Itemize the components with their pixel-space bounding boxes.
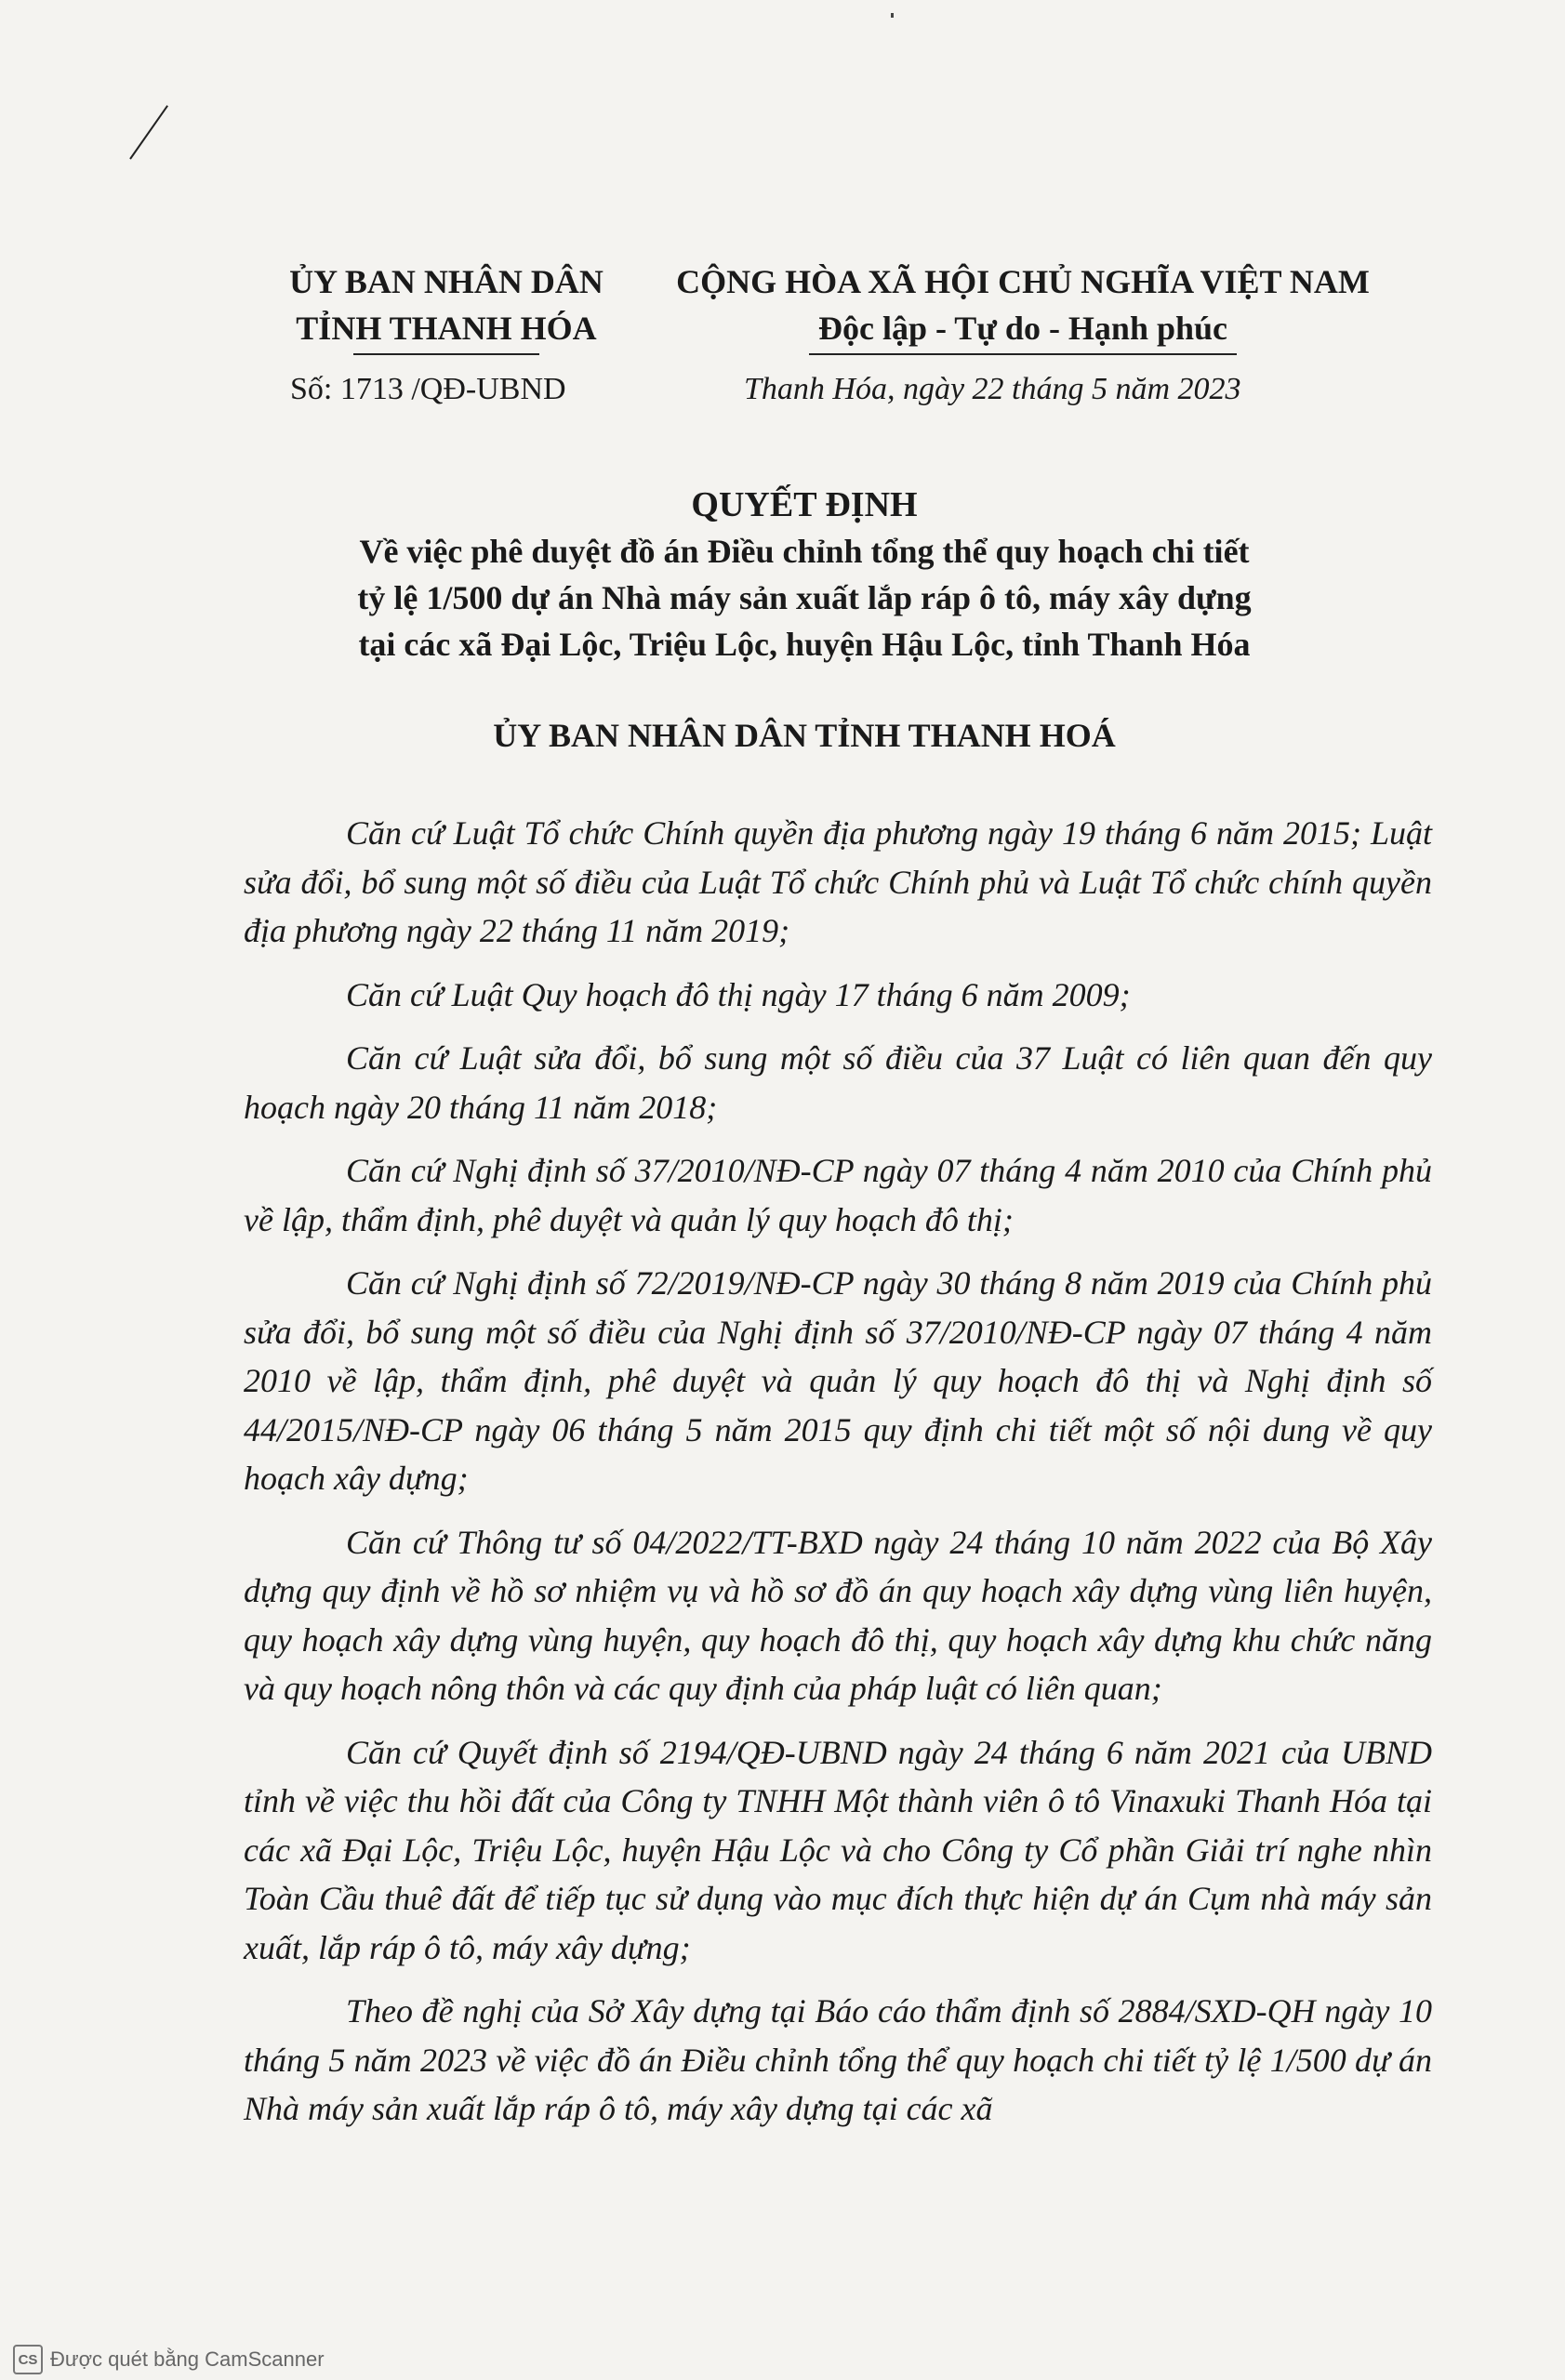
title-line-1: Về việc phê duyệt đồ án Điều chỉnh tổng thể quy hoạch chi tiết — [359, 533, 1250, 570]
legal-basis-body — [244, 809, 1432, 2149]
decision-title — [279, 482, 1330, 668]
agency-line-2: TỈNH THANH HÓA — [296, 310, 597, 347]
national-title: CỘNG HÒA XÃ HỘI CHỦ NGHĨA VIỆT NAM — [676, 263, 1370, 300]
title-line-3: tại các xã Đại Lộc, Triệu Lộc, huyện Hậu Lộc, tỉnh Thanh Hóa — [358, 626, 1251, 663]
paragraph: Căn cứ Luật Tổ chức Chính quyền địa phương ngày 19 tháng 6 năm 2015; Luật sửa đổi, bổ sung một số điều của Luật Tổ chức Chính phủ và Luật Tổ chức chính quyền địa phương ngày 22 tháng 11 năm 2019; — [244, 814, 1432, 949]
motto-underline — [809, 353, 1237, 355]
agency-line-1: ỦY BAN NHÂN DÂN — [289, 263, 603, 300]
paragraph: Căn cứ Luật sửa đổi, bổ sung một số điều của 37 Luật có liên quan đến quy hoạch ngày 20 tháng 11 năm 2018; — [244, 1039, 1432, 1126]
paragraph: Căn cứ Nghị định số 37/2010/NĐ-CP ngày 07 tháng 4 năm 2010 của Chính phủ về lập, thẩm định, phê duyệt và quản lý quy hoạch đô thị; — [244, 1152, 1432, 1238]
agency-underline — [353, 353, 539, 355]
title-line-2: tỷ lệ 1/500 dự án Nhà máy sản xuất lắp ráp ô tô, máy xây dựng — [357, 579, 1252, 616]
paragraph: Căn cứ Nghị định số 72/2019/NĐ-CP ngày 30 tháng 8 năm 2019 của Chính phủ sửa đổi, bổ sung một số điều của Nghị định số 37/2010/NĐ-CP ngày 07 tháng 4 năm 2010 về lập, thẩm định, phê duyệt và quản lý quy hoạch đô thị và Nghị định số 44/2015/NĐ-CP ngày 06 tháng 5 năm 2015 quy định chi tiết một số nội dung về quy hoạch xây dựng; — [244, 1264, 1432, 1497]
handwritten-mark — [129, 105, 168, 159]
national-motto: Độc lập - Tự do - Hạnh phúc — [817, 310, 1228, 347]
scan-speck — [891, 13, 894, 18]
paragraph: Căn cứ Quyết định số 2194/QĐ-UBND ngày 24 tháng 6 năm 2021 của UBND tỉnh về việc thu hồi đất của Công ty TNHH Một thành viên ô tô Vinaxuki Thanh Hóa tại các xã Đại Lộc, Triệu Lộc, huyện Hậu Lộc và cho Công ty Cổ phần Giải trí nghe nhìn Toàn Cầu thuê đất để tiếp tục sử dụng vào mục đích thực hiện dự án Cụm nhà máy sản xuất, lắp ráp ô tô, máy xây dựng; — [244, 1733, 1432, 1966]
paragraph: Căn cứ Luật Quy hoạch đô thị ngày 17 tháng 6 năm 2009; — [346, 975, 1131, 1013]
document-number: Số: 1713 /QĐ-UBND — [290, 372, 566, 406]
document-date: Thanh Hóa, ngày 22 tháng 5 năm 2023 — [744, 372, 1241, 406]
scanner-watermark — [13, 2345, 325, 2374]
camscanner-logo-icon: CS — [13, 2345, 43, 2374]
national-header — [651, 258, 1395, 355]
paragraph: Theo đề nghị của Sở Xây dựng tại Báo cáo thẩm định số 2884/SXD-QH ngày 10 tháng 5 năm 2023 về việc đồ án Điều chỉnh tổng thể quy hoạch chi tiết tỷ lệ 1/500 dự án Nhà máy sản xuất lắp ráp ô tô, máy xây dựng tại các xã — [244, 1992, 1432, 2127]
issuer-heading: ỦY BAN NHÂN DÂN TỈNH THANH HOÁ — [493, 717, 1116, 754]
watermark-text: Được quét bằng CamScanner — [50, 2347, 325, 2371]
title-main: QUYẾT ĐỊNH — [691, 485, 918, 524]
paragraph: Căn cứ Thông tư số 04/2022/TT-BXD ngày 24 tháng 10 năm 2022 của Bộ Xây dựng quy định về hồ sơ nhiệm vụ và hồ sơ đồ án quy hoạch xây dựng vùng liên huyện, quy hoạch xây dựng vùng huyện, quy hoạch đô thị, quy hoạch xây dựng khu chức năng và quy hoạch nông thôn và các quy định của pháp luật có liên quan; — [244, 1523, 1432, 1707]
issuing-agency-header — [270, 258, 623, 355]
